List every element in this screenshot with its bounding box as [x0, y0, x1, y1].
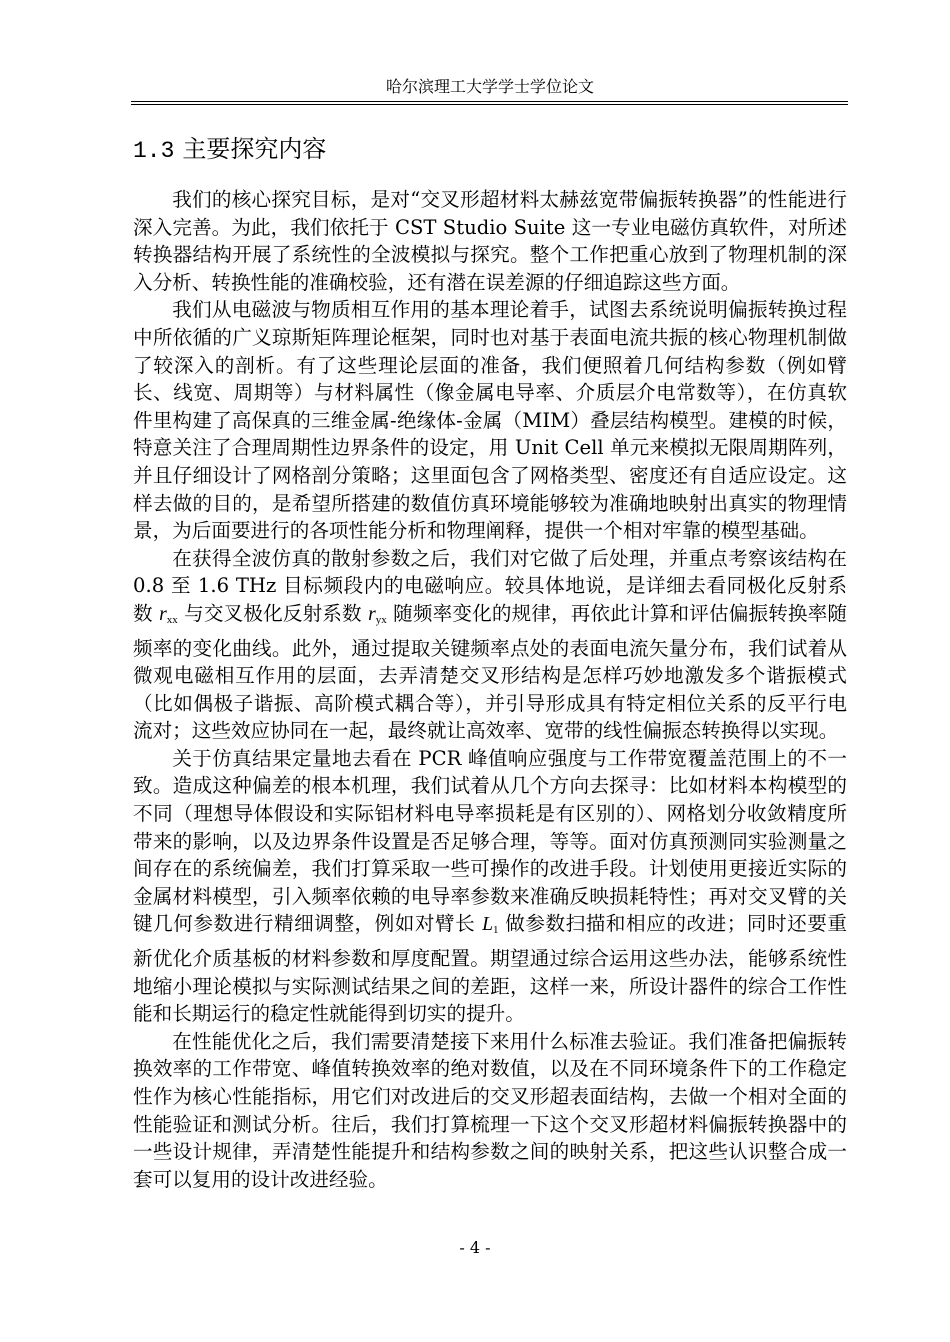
- paragraph-5: 在性能优化之后，我们需要清楚接下来用什么标准去验证。我们准备把偏振转换效率的工作带宽、峰值转换效率的绝对数值，以及在不同环境条件下的工作稳定性作为核心性能指标，用它们对改进后的交叉形超表面结构，去做一个相对全面的性能验证和测试分析。往后，我们打算梳理一下这个交叉形超材料偏振转换器中的一些设计规律，弄清楚性能提升和结构参数之间的映射关系，把这些认识整合成一套可以复用的设计改进经验。: [133, 1029, 847, 1191]
- header-title: 哈尔滨理工大学学士学位论文: [385, 77, 594, 96]
- paragraph-4-text-b: 做参数扫描和相应的改进；同时还要重新优化介质基板的材料参数和厚度配置。期望通过综合运用这些办法，能够系统性地缩小理论模拟与实际测试结果之间的差距，这样一来，所设计器件的综合工作性能和长期运行的稳定性就能得到切实的提升。: [133, 912, 847, 1026]
- body-text: [133, 186, 847, 1193]
- paragraph-3-text-b: 与交叉极化反射系数: [177, 601, 369, 625]
- page-footer: [0, 1237, 950, 1259]
- symbol-r-xx: $r_{xx}$: [159, 603, 178, 626]
- paragraph-3-text-c: 随频率变化的规律，再依此计算和评估偏振转换率随频率的变化曲线。此外，通过提取关键频率点处的表面电流矢量分布，我们试着从微观电磁相互作用的层面，去弄清楚交叉形结构是怎样巧妙地激发多个谐振模式（比如偶极子谐振、高阶模式耦合等），并引导形成具有特定相位关系的反平行电流对；这些效应协同在一起，最终就让高效率、宽带的线性偏振态转换得以实现。: [133, 601, 847, 743]
- paragraph-3-text-a: 在获得全波仿真的散射参数之后，我们对它做了后处理，并重点考察该结构在 0.8 至 1.6 THz 目标频段内的电磁响应。较具体地说，是详细去看同极化反射系数: [133, 546, 847, 625]
- section-number: 1.3: [133, 138, 175, 164]
- header-rule-secondary: [131, 104, 848, 105]
- page-number: - 4 -: [459, 1238, 491, 1257]
- page-header: [133, 76, 847, 98]
- paragraph-3: [133, 545, 847, 745]
- section-title: 主要探究内容: [182, 135, 327, 163]
- paragraph-2: 我们从电磁波与物质相互作用的基本理论着手，试图去系统说明偏振转换过程中所依循的广义琼斯矩阵理论框架，同时也对基于表面电流共振的核心物理机制做了较深入的剖析。有了这些理论层面的准备，我们便照着几何结构参数（例如臂长、线宽、周期等）与材料属性（像金属电导率、介质层介电常数等），在仿真软件里构建了高保真的三维金属-绝缘体-金属（MIM）叠层结构模型。建模的时候，特意关注了合理周期性边界条件的设定，用 Unit Cell 单元来模拟无限周期阵列，并且仔细设计了网格剖分策略；这里面包含了网格类型、密度还有自适应设定。这样去做的目的，是希望所搭建的数值仿真环境能够较为准确地映射出真实的物理情景，为后面要进行的各项性能分析和物理阐释，提供一个相对牢靠的模型基础。: [133, 298, 847, 543]
- section-heading: [133, 132, 326, 168]
- symbol-l-1: $L_1$: [482, 914, 499, 937]
- header-rule: [131, 101, 848, 102]
- paragraph-4: [133, 745, 847, 1028]
- symbol-r-yx: $r_{yx}$: [368, 603, 387, 626]
- paragraph-1: 我们的核心探究目标，是对“交叉形超材料太赫兹宽带偏振转换器”的性能进行深入完善。为此，我们依托于 CST Studio Suite 这一专业电磁仿真软件，对所述转换器结构开展了系统性的全波模拟与探究。整个工作把重心放到了物理机制的深入分析、转换性能的准确校验，还有潜在误差源的仔细追踪这些方面。: [133, 188, 847, 294]
- paragraph-4-text-a: 关于仿真结果定量地去看在 PCR 峰值响应强度与工作带宽覆盖范围上的不一致。造成这种偏差的根本机理，我们试着从几个方向去探寻：比如材料本构模型的不同（理想导体假设和实际铝材料电导率损耗是有区别的）、网格划分收敛精度所带来的影响，以及边界条件设置是否足够合理，等等。面对仿真预测同实验测量之间存在的系统偏差，我们打算采取一些可操作的改进手段。计划使用更接近实际的金属材料模型，引入频率依赖的电导率参数来准确反映损耗特性；再对交叉臂的关键几何参数进行精细调整，例如对臂长: [133, 746, 847, 936]
